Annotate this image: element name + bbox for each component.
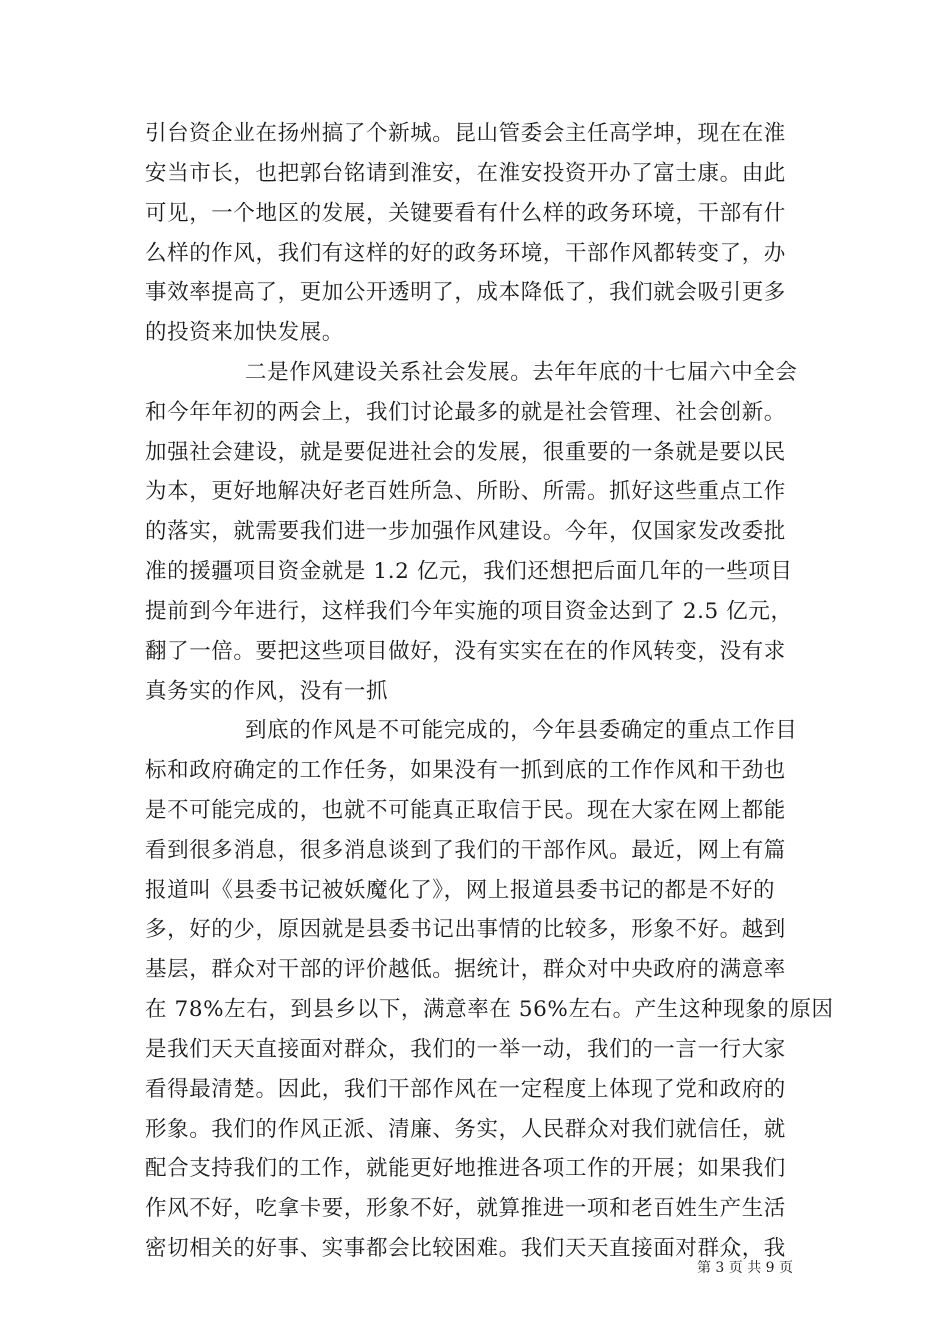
text-line: 准的援疆项目资金就是 1.2 亿元，我们还想把后面几年的一些项目: [145, 559, 793, 584]
text-line: 事效率提高了，更加公开透明了，成本降低了，我们就会吸引更多: [145, 280, 786, 306]
text-line: 在 78%左右，到县乡以下，满意率在 56%左右。产生这种现象的原因: [145, 997, 834, 1023]
text-line: 二是作风建设关系社会发展。去年年底的十七届六中全会: [245, 359, 798, 385]
text-line: 是我们天天直接面对群众，我们的一举一动，我们的一言一行大家: [145, 1036, 786, 1062]
page-footer: [0, 1258, 950, 1278]
text-line: 形象。我们的作风正派、清廉、务实，人民群众对我们就信任，就: [145, 1116, 786, 1142]
text-line: 为本，更好地解决好老百姓所急、所盼、所需。抓好这些重点工作: [145, 479, 786, 505]
text-line: 加强社会建设，就是要促进社会的发展，很重要的一条就是要以民: [145, 439, 786, 465]
text-line: 么样的作风，我们有这样的好的政务环境，干部作风都转变了，办: [145, 240, 786, 266]
text-line: 标和政府确定的工作任务，如果没有一抓到底的工作作风和干劲也: [145, 758, 786, 784]
text-line: 翻了一倍。要把这些项目做好，没有实实在在的作风转变，没有求: [145, 638, 786, 664]
text-line: 基层，群众对干部的评价越低。据统计，群众对中央政府的满意率: [145, 957, 786, 983]
text-line: 到底的作风是不可能完成的，今年县委确定的重点工作目: [245, 718, 798, 744]
text-line: 看到很多消息，很多消息谈到了我们的干部作风。最近，网上有篇: [145, 837, 786, 863]
text-line: 看得最清楚。因此，我们干部作风在一定程度上体现了党和政府的: [145, 1076, 786, 1102]
text-line: 和今年年初的两会上，我们讨论最多的就是社会管理、社会创新。: [145, 399, 786, 425]
text-line: 安当市长，也把郭台铭请到淮安，在淮安投资开办了富士康。由此: [145, 160, 786, 186]
text-line: 可见，一个地区的发展，关键要看有什么样的政务环境，干部有什: [145, 200, 786, 226]
text-line: 的投资来加快发展。: [145, 320, 344, 346]
text-line: 引台资企业在扬州搞了个新城。昆山管委会主任高学坤，现在在淮: [145, 121, 786, 146]
text-line: 配合支持我们的工作，就能更好地推进各项工作的开展；如果我们: [145, 1156, 786, 1182]
text-line: 密切相关的好事、实事都会比较困难。我们天天直接面对群众，我: [145, 1236, 786, 1261]
text-line: 报道叫《县委书记被妖魔化了》，网上报道县委书记的都是不好的: [145, 877, 776, 903]
text-line: 是不可能完成的，也就不可能真正取信于民。现在大家在网上都能: [145, 798, 786, 823]
text-line: 多，好的少，原因就是县委书记出事情的比较多，形象不好。越到: [145, 917, 786, 943]
text-line: 的落实，就需要我们进一步加强作风建设。今年，仅国家发改委批: [145, 519, 786, 545]
text-line: 真务实的作风，没有一抓: [145, 678, 389, 704]
text-line: 作风不好，吃拿卡要，形象不好，就算推进一项和老百姓生产生活: [145, 1196, 786, 1222]
text-line: 提前到今年进行，这样我们今年实施的项目资金达到了 2.5 亿元，: [145, 598, 793, 624]
page-number: 第 3 页 共 9 页: [696, 1260, 794, 1276]
